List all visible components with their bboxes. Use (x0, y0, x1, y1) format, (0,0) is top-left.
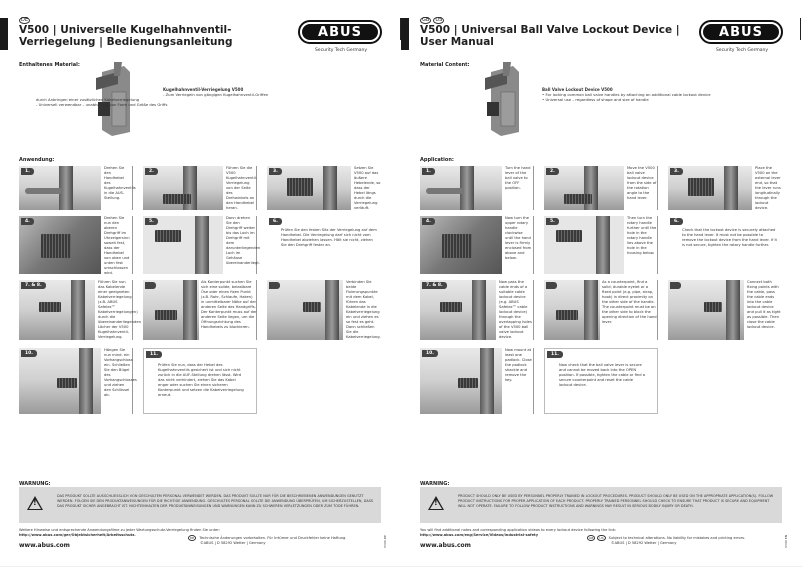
footer-link[interactable]: http://www.abus.com/ger/Objektsicherheit/Arbeitsschutz. (19, 533, 136, 537)
product-name: Kugelhahnventil-Verriegelung V500 (163, 87, 244, 92)
application-heading: Anwendung: (19, 157, 55, 163)
flag-gb-icon: GB (422, 17, 430, 23)
step-number: 10. (21, 350, 37, 357)
website-link[interactable]: www.abus.com (19, 542, 70, 549)
step-number: 3. (670, 168, 683, 175)
step-5: 5. Dann drehen Sie den Drehgriff weiter bis das Loch im Drehgriff mit dem darunterliegenden Loch im Gehäuse übereinanderliegt. (143, 216, 257, 274)
step-number: 11. (547, 351, 563, 358)
step-9: Verbinden Sie beide Fixierungspunkte mit dem Kabel, führen das Kabelende in die Kabelverriegelung ein und ziehen es so fest es geht. Dann schließen Sie die Kabelverriegelung. (267, 280, 381, 340)
product-image (477, 62, 527, 136)
step-number (670, 282, 681, 289)
step-number (546, 282, 557, 289)
abus-logo: ABUS (298, 20, 382, 44)
step-photo (420, 348, 502, 414)
step-4: 4. Drehen Sie nun den oberen Drehgriff im Uhrzeigersinn soweit fest, dass der Handhebel von oben und unten fest umschlossen wird. (19, 216, 133, 274)
language-tab-marker (401, 18, 409, 50)
step-number: 3. (269, 168, 282, 175)
flag-de-icon: DE (190, 536, 195, 540)
product-name: Ball Valve Lockout Device V500 (542, 87, 613, 92)
step-photo (668, 280, 744, 340)
logo-tagline: Security Tech Germany (314, 48, 368, 53)
language-flags (420, 17, 444, 24)
divider (800, 18, 801, 40)
language-tab-marker (0, 18, 8, 50)
product-description: Ball Valve Lockout Device V500 • For locking common ball valve handles by attaching an additional cable lockout device • Universal use – regardless of shape and size of handle (542, 87, 711, 102)
step-photo (544, 280, 600, 340)
page-title: V500 | Universelle Kugelhahnventil-Verriegelung | Bedienungsanleitung (19, 24, 233, 48)
step-photo (19, 280, 95, 340)
product-description-continued: durch Anbringen einer zusätzlichen Kabelverriegelung - Universell verwendbar – unabhängig von Form und Größe des Griffs (36, 97, 168, 107)
step-number: 10. (422, 350, 438, 357)
step-photo (267, 280, 343, 340)
step-number (145, 282, 156, 289)
step-8: As a counterpoint, find a solid, durable eyelet or a fixed point (e.g. pipe, strap, hook) in direct proximity on the other side of the handle. The counterpoint must be on the other side to block the opening direction of the hand lever. (544, 280, 658, 340)
product-description: Kugelhahnventil-Verriegelung V500 - Zum Verriegeln von gängigen Kugelhahnventil-Griffen (163, 87, 269, 97)
step-number: 5. (145, 218, 158, 225)
warning-box: ! PRODUCT SHOULD ONLY BE USED BY PERSONNEL PROPERLY TRAINED IN LOCKOUT PROCEDURES. PRODUCT SHOULD ONLY BE USED ON THE APPROPRIATE APPLICATION(S). FOLLOW PRODUCT INSTRUCTIONS FOR PROPER APPLICATION OF EACH PRODUCT. PROPERLY TRAINED PERSONNEL SHOULD CHECK TO ENSURE THAT PRODUCT IS SECURE AND EQUIPMENT WILL NOT OPERATE. FAILURE TO FOLLOW PRODUCT INSTRUCTIONS AND WARNINGS MAY RESULT IN SERIOUS BODILY INJURY OR DEATH. (420, 487, 782, 523)
document-code: V500 DE (383, 535, 387, 548)
footer-legal: DE Technische Änderungen vorbehalten. Für Irrtümer und Druckfehler keine Haftung. ©ABUS | D 58292 Wetter | Germany (190, 536, 347, 545)
step-number (269, 282, 280, 289)
step-number: 6. (670, 218, 683, 225)
warning-title: WARNUNG: (19, 481, 51, 487)
step-number: 2. (546, 168, 559, 175)
footer-link[interactable]: http://www.abus.com/eng/Service/Videos/Industrial-safety (420, 533, 539, 537)
flag-gb-icon: GB (589, 536, 594, 540)
step-number: 11. (146, 351, 162, 358)
footer-note: You will find additional notes and corresponding application videos to every lockout device following the link: http://www.abus.com/eng/Service/Videos/Industrial-safety (420, 528, 617, 537)
step-8: Als Konterpunkt suchen Sie sich eine solide, belastbare Öse oder einen fixen Punkt (z.B. Rohr, Schlaufe, Haken) in unmittelbarer Nähe auf der anderen Seite des Handgriffs. Der Konterpunkt muss auf der anderen Seite liegen, um die Öffnungsrichtung des Handhebels zu blockieren. (143, 280, 257, 340)
step-9: Connect both fixing points with the cable, pass the cable ends into the cable lockout device and pull it as tight as possible. Then close the cable lockout device. (668, 280, 782, 340)
step-7-8: 7. & 8. Führen Sie nun das Kabelende einer geeigneten Kabelverriegelung (z.B. ABUS Safelex™ Kabelverriegelungen) durch die übereinanderliegenden Löcher der V500 Kugelhahnventil-Verriegelung. (19, 280, 133, 340)
flag-us-icon: US (599, 536, 604, 540)
footer-legal: GB US Subject to technical alterations. No liability for mistakes and printing errors. ©ABUS | D 58292 Wetter | Germany (589, 536, 746, 545)
material-heading: Enthaltenes Material: (19, 62, 80, 68)
step-1: 1. Drehen Sie den Handhebel des Kugelhahnventils in die AUS-Stellung. (19, 166, 133, 210)
website-link[interactable]: www.abus.com (420, 542, 471, 549)
material-heading: Material Content: (420, 62, 470, 68)
step-number: 7. & 8. (21, 282, 46, 289)
step-number: 7. & 8. (422, 282, 447, 289)
flag-de-icon: DE (21, 17, 29, 23)
step-photo (19, 348, 101, 414)
warning-box: ! DAS PRODUKT SOLLTE AUSSCHLIESSLICH VON GESCHULTEM PERSONAL VERWENDET WERDEN. DAS PRODUKT SOLLTE NUR FÜR DIE BESCHRIEBENEN ANWENDUNGEN GENUTZT WERDEN. FOLGEN SIE DEN PRODUKTANWEISUNGEN FÜR DIE RICHTIGE ANWENDUNG. GESCHULTES PERSONAL SOLLTE DIE ANWENDUNG ÜBERPRÜFEN, UM SICHERZUSTELLEN, DASS DAS PRODUKT SICHER ANGEBRACHT IST. NICHTEINHALTEN DER PRODUKTANWEISUNGEN UND WARNUNGEN KANN ZU SCHWEREN VERLETZUNGEN ODER ZUM TODE FÜHREN. (19, 487, 381, 523)
step-6: 6. Prüfen Sie den festen Sitz der Verriegelung auf dem Handhebel. Die Verriegelung darf sich nicht vom Handhebel abziehen lassen. Hält sie nicht, ziehen Sie den Drehgriff fester an. (267, 216, 381, 274)
step-6: 6. Check that the lockout device is securely attached to the hand lever. It must not be possible to remove the lockout device from the hand lever. If it is not secure, tighten the rotary handle further. (668, 216, 782, 274)
step-2: 2. Führen Sie die V500 Kugelhahnventil-Verriegelung von der Seite des Drehwinkels an den Handhebel heran. (143, 166, 257, 210)
step-11: 11. Prüfen Sie nun, dass der Hebel des Kugelhahnventils gesichert ist und sich nicht zurück in die AUF-Stellung drehen lässt. Wird das nicht verhindert, ziehen Sie das Kabel enger oder suchen Sie einen sicheren Konterpunkt und setzen die Kabelverriegelung erneut. (143, 348, 257, 414)
exclamation-icon: ! (434, 498, 438, 507)
step-3: 3. Place the V500 on the external lever end, so that the lever runs longitudinally through the lockout device. (668, 166, 782, 210)
language-flags (19, 17, 30, 24)
footer-note: Weitere Hinweise und entsprechende Anwendungsfilme zu jeder Wartungsschutz-Verriegelung finden Sie unter: http://www.abus.com/ger/Objektsicherheit/Arbeitsschutz. (19, 528, 220, 537)
flag-us-icon: US (435, 17, 443, 23)
step-10: 10. Hängen Sie nun mind. ein Vorhangschloss ein. Schließen Sie den Bügel des Vorhangschlosses und ziehen den Schlüssel ab. (19, 348, 133, 414)
step-11: 11. Now check that the ball valve lever is secure and cannot be moved back into the OPEN position. If possible, tighten the cable or find a secure counterpoint and reset the cable lockout device. (544, 348, 658, 414)
step-4: 4. Now turn the upper rotary handle clockwise until the hand lever is firmly enclosed from above and below. (420, 216, 534, 274)
step-5: 5. Then turn the rotary handle further until the hole in the rotary handle lies above the hole in the housing below. (544, 216, 658, 274)
abus-logo: ABUS (699, 20, 783, 44)
step-2: 2. Move the V500 ball valve lockout device from the side of the rotation angle to the hand lever. (544, 166, 658, 210)
page-title: V500 | Universal Ball Valve Lockout Device | User Manual (420, 24, 680, 48)
step-3: 3. Setzen Sie V500 auf das äußere Hebelende, so dass der Hebel längs durch die Verriegelung verläuft. (267, 166, 381, 210)
warning-title: WARNING: (420, 481, 450, 487)
step-number: 4. (21, 218, 34, 225)
step-number: 6. (269, 218, 282, 225)
page-english (401, 0, 802, 567)
step-number: 1. (21, 168, 34, 175)
document-code: V500 EN (784, 535, 788, 548)
application-heading: Application: (420, 157, 454, 163)
step-7-8: 7. & 8. Now pass the cable ends of a suitable cable lockout device (e.g. ABUS Safelex™ cable lockout device) through the overlapping holes of the V500 ball valve lockout device. (420, 280, 534, 340)
logo-tagline: Security Tech Germany (715, 48, 769, 53)
step-10: 10. Now mount at least one padlock. Close the padlock shackle and remove the key. (420, 348, 534, 414)
step-photo (143, 280, 199, 340)
step-number: 5. (546, 218, 559, 225)
exclamation-icon: ! (33, 498, 37, 507)
step-1: 1. Turn the hand lever of the ball valve to the OFF position. (420, 166, 534, 210)
step-photo (420, 280, 496, 340)
step-number: 2. (145, 168, 158, 175)
step-number: 1. (422, 168, 435, 175)
step-number: 4. (422, 218, 435, 225)
